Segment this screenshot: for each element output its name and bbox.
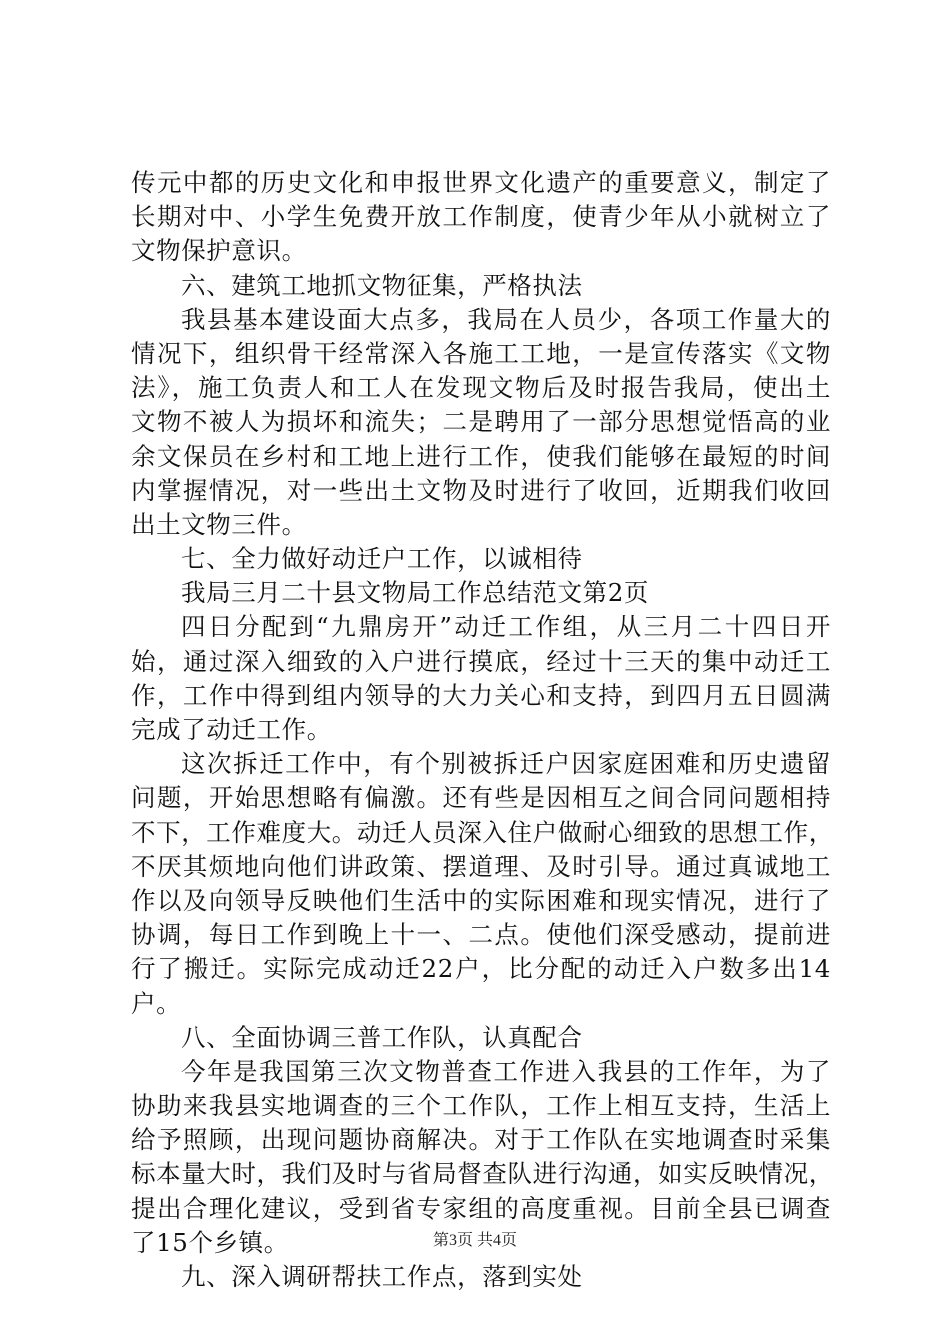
paragraph-line: 不厌其烦地向他们讲政策、摆道理、及时引导。通过真诚地工 bbox=[131, 851, 831, 881]
paragraph-line: 出土文物三件。 bbox=[131, 509, 307, 539]
paragraph-line: 法》，施工负责人和工人在发现文物后及时报告我局，使出土 bbox=[131, 373, 831, 403]
page-number-footer: 第3页 共4页 bbox=[432, 1232, 517, 1249]
document-body bbox=[131, 166, 834, 1294]
paragraph-line: 传元中都的历史文化和申报世界文化遗产的重要意义，制定了 bbox=[131, 168, 831, 197]
paragraph-line: 问题，开始思想略有偏激。还有些是因相互之间合同问题相持 bbox=[131, 783, 831, 813]
section-heading: 七、全力做好动迁户工作，以诚相待 bbox=[181, 544, 583, 574]
paragraph-line: 我局三月二十县文物局工作总结范文第2页 bbox=[181, 578, 649, 608]
paragraph-line: 协调，每日工作到晚上十一、二点。使他们深受感动，提前进 bbox=[131, 920, 831, 950]
paragraph-line: 我县基本建设面大点多，我局在人员少，各项工作量大的 bbox=[181, 304, 831, 334]
section-heading: 九、深入调研帮扶工作点，落到实处 bbox=[181, 1262, 583, 1291]
paragraph-line: 作，工作中得到组内领导的大力关心和支持，到四月五日圆满 bbox=[131, 680, 831, 710]
paragraph-line: 给予照顾，出现问题协商解决。对于工作队在实地调查时采集 bbox=[131, 1125, 831, 1155]
paragraph-line: 长期对中、小学生免费开放工作制度，使青少年从小就树立了 bbox=[131, 202, 831, 232]
paragraph-line: 提出合理化建议，受到省专家组的高度重视。目前全县已调查 bbox=[131, 1193, 831, 1223]
section-heading: 八、全面协调三普工作队，认真配合 bbox=[181, 1022, 583, 1052]
paragraph-line: 始，通过深入细致的入户进行摸底，经过十三天的集中动迁工 bbox=[131, 646, 831, 676]
paragraph-line: 作以及向领导反映他们生活中的实际困难和现实情况，进行了 bbox=[131, 885, 831, 915]
paragraph-line: 行了搬迁。实际完成动迁22户，比分配的动迁入户数多出14 bbox=[131, 954, 831, 984]
paragraph-line: 标本量大时，我们及时与省局督查队进行沟通，如实反映情况， bbox=[131, 1159, 834, 1189]
paragraph-line: 四日分配到“九鼎房开”动迁工作组，从三月二十四日开 bbox=[181, 612, 831, 642]
paragraph-line: 这次拆迁工作中，有个别被拆迁户因家庭困难和历史遗留 bbox=[181, 749, 831, 779]
paragraph-line: 协助来我县实地调查的三个工作队，工作上相互支持，生活上 bbox=[131, 1091, 831, 1121]
paragraph-line: 情况下，组织骨干经常深入各施工工地，一是宣传落实《文物 bbox=[131, 338, 831, 368]
section-heading: 六、建筑工地抓文物征集，严格执法 bbox=[181, 270, 583, 300]
paragraph-line: 文物保护意识。 bbox=[131, 236, 307, 266]
paragraph-line: 了15个乡镇。 bbox=[131, 1227, 289, 1257]
paragraph-line: 文物不被人为损坏和流失；二是聘用了一部分思想觉悟高的业 bbox=[131, 407, 831, 437]
paragraph-line: 不下，工作难度大。动迁人员深入住户做耐心细致的思想工作， bbox=[131, 817, 834, 847]
paragraph-line: 今年是我国第三次文物普查工作进入我县的工作年，为了 bbox=[181, 1056, 831, 1086]
paragraph-line: 完成了动迁工作。 bbox=[131, 715, 332, 744]
paragraph-line: 户。 bbox=[131, 988, 182, 1018]
paragraph-line: 内掌握情况，对一些出土文物及时进行了收回，近期我们收回 bbox=[131, 475, 831, 505]
paragraph-line: 余文保员在乡村和工地上进行工作，使我们能够在最短的时间 bbox=[131, 441, 831, 471]
